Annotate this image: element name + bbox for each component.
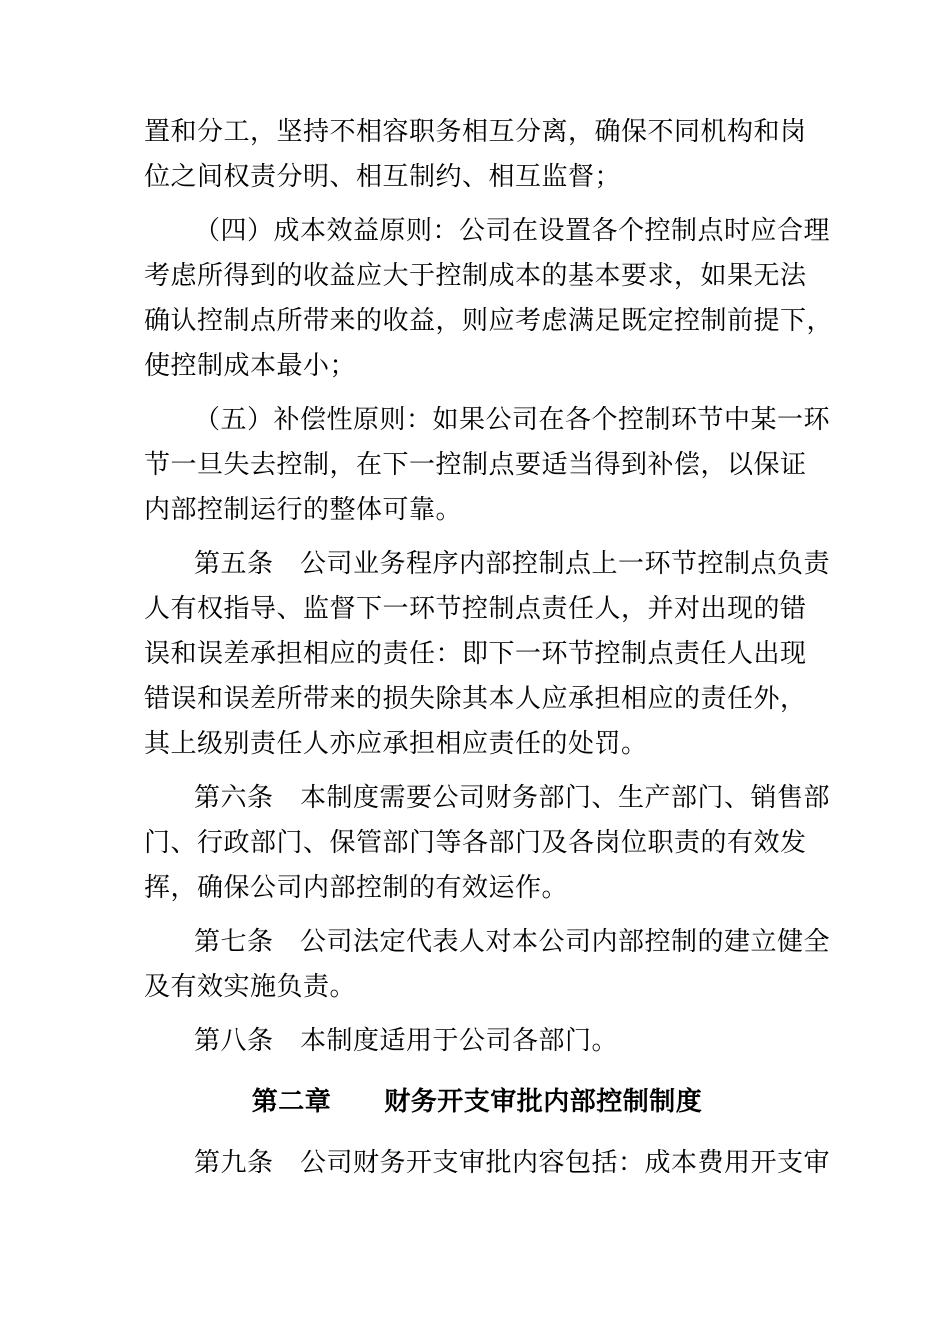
text-line: 及有效实施负责。 xyxy=(144,972,357,1002)
paragraph xyxy=(144,1141,831,1186)
text-line: 位之间权责分明、相互制约、相互监督； xyxy=(144,162,622,192)
text-line: （四）成本效益原则：公司在设置各个控制点时应合理 xyxy=(194,216,831,246)
text-line: 第七条 公司法定代表人对本公司内部控制的建立健全 xyxy=(194,927,831,957)
text-line: 内部控制运行的整体可靠。 xyxy=(144,495,463,525)
text-line: 门、行政部门、保管部门等各部门及各岗位职责的有效发 xyxy=(144,828,807,858)
text-line: 节一旦失去控制，在下一控制点要适当得到补偿，以保证 xyxy=(144,450,807,480)
paragraph xyxy=(144,542,831,767)
paragraph xyxy=(144,920,831,1010)
text-line: 第五条 公司业务程序内部控制点上一环节控制点负责 xyxy=(194,549,831,579)
text-line: 第八条 本制度适用于公司各部门。 xyxy=(194,1026,619,1056)
document-body xyxy=(144,110,834,1195)
text-line: （五）补偿性原则：如果公司在各个控制环节中某一环 xyxy=(194,405,831,435)
text-line: 使控制成本最小； xyxy=(144,351,357,381)
paragraph xyxy=(144,398,831,533)
paragraph xyxy=(144,776,831,911)
text-line: 确认控制点所带来的收益，则应考虑满足既定控制前提下， xyxy=(144,306,834,336)
chapter-title: 第二章 财务开支审批内部控制制度 xyxy=(251,1087,703,1117)
paragraph xyxy=(144,1019,810,1064)
text-line: 考虑所得到的收益应大于控制成本的基本要求，如果无法 xyxy=(144,261,807,291)
text-line: 误和误差承担相应的责任：即下一环节控制点责任人出现 xyxy=(144,639,807,669)
text-line: 人有权指导、监督下一环节控制点责任人，并对出现的错 xyxy=(144,594,807,624)
text-line: 第九条 公司财务开支审批内容包括：成本费用开支审 xyxy=(194,1148,831,1178)
text-line: 置和分工，坚持不相容职务相互分离，确保不同机构和岗 xyxy=(144,117,807,147)
text-line: 其上级别责任人亦应承担相应责任的处罚。 xyxy=(144,729,648,759)
text-line: 第六条 本制度需要公司财务部门、生产部门、销售部 xyxy=(194,783,831,813)
text-line: 错误和误差所带来的损失除其本人应承担相应的责任外， xyxy=(144,684,807,714)
paragraph xyxy=(144,110,810,200)
paragraph xyxy=(144,209,834,389)
text-line: 挥，确保公司内部控制的有效运作。 xyxy=(144,873,569,903)
